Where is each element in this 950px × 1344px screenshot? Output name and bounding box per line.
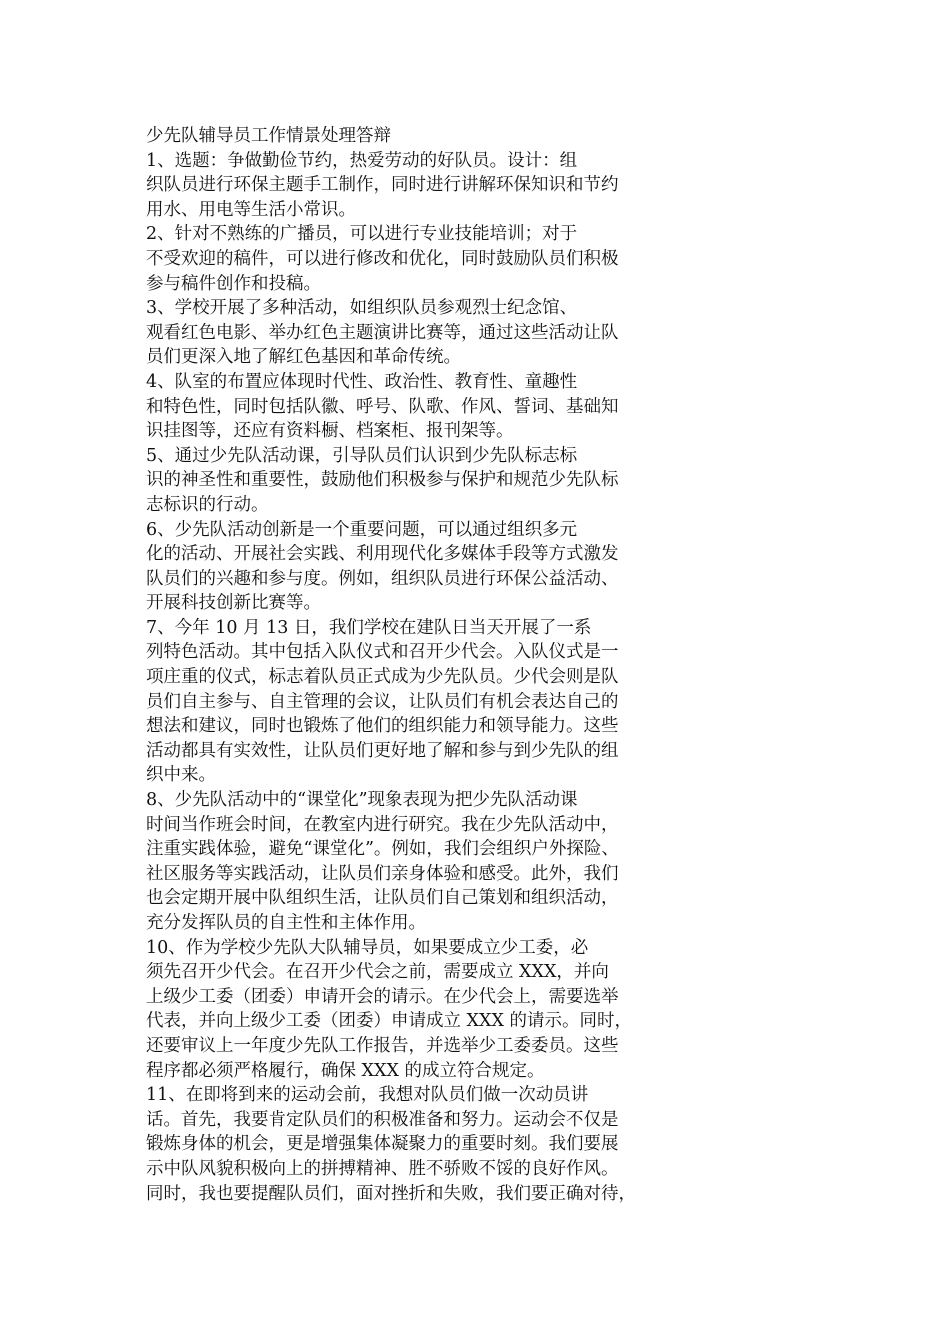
paragraph-line: 观看红色电影、举办红色主题演讲比赛等，通过这些活动让队 bbox=[146, 322, 619, 343]
paragraph-line: 识挂图等，还应有资料橱、档案柜、报刊架等。 bbox=[146, 421, 514, 442]
paragraph bbox=[146, 518, 686, 616]
document-body bbox=[146, 124, 686, 1206]
paragraph bbox=[146, 222, 686, 296]
paragraph bbox=[146, 296, 686, 370]
paragraph-line: 上级少工委（团委）申请开会的请示。在少代会上，需要选举 bbox=[146, 986, 619, 1007]
paragraph-line: 项庄重的仪式，标志着队员正式成为少先队员。少代会则是队 bbox=[146, 667, 619, 688]
paragraph-line: 4、队室的布置应体现时代性、政治性、教育性、童趣性 bbox=[146, 371, 578, 392]
paragraph-line: 注重实践体验，避免“课堂化”。例如，我们会组织户外探险、 bbox=[146, 839, 619, 860]
paragraph-line: 用水、用电等生活小常识。 bbox=[146, 199, 356, 220]
paragraph-line: 11、在即将到来的运动会前，我想对队员们做一次动员讲 bbox=[146, 1085, 589, 1106]
paragraph-line: 10、作为学校少先队大队辅导员，如果要成立少工委，必 bbox=[146, 937, 589, 958]
paragraph-line: 参与稿件创作和投稿。 bbox=[146, 273, 321, 294]
paragraph bbox=[146, 936, 686, 1084]
paragraph-line: 开展科技创新比赛等。 bbox=[146, 593, 321, 614]
paragraph bbox=[146, 444, 686, 518]
paragraph-line: 须先召开少代会。在召开少代会之前，需要成立 XXX，并向 bbox=[146, 962, 609, 983]
paragraph-line: 织队员进行环保主题手工制作，同时进行讲解环保知识和节约 bbox=[146, 175, 619, 196]
paragraph-line: 时间当作班会时间，在教室内进行研究。我在少先队活动中， bbox=[146, 814, 619, 835]
paragraph-line: 员们自主参与、自主管理的会议，让队员们有机会表达自己的 bbox=[146, 691, 619, 712]
paragraph-line: 3、学校开展了多种活动，如组织队员参观烈士纪念馆、 bbox=[146, 298, 578, 319]
paragraph-line: 列特色活动。其中包括入队仪式和召开少代会。入队仪式是一 bbox=[146, 642, 619, 663]
paragraph-line: 7、今年 10 月 13 日，我们学校在建队日当天开展了一系 bbox=[146, 617, 592, 638]
paragraph-line: 织中来。 bbox=[146, 765, 216, 786]
paragraph-line: 话。首先，我要肯定队员们的积极准备和努力。运动会不仅是 bbox=[146, 1109, 619, 1130]
paragraph-line: 员们更深入地了解红色基因和革命传统。 bbox=[146, 347, 461, 368]
paragraph-line: 5、通过少先队活动课，引导队员们认识到少先队标志标 bbox=[146, 445, 578, 466]
paragraph-line: 锻炼身体的机会，更是增强集体凝聚力的重要时刻。我们要展 bbox=[146, 1134, 619, 1155]
paragraph-line: 识的神圣性和重要性，鼓励他们积极参与保护和规范少先队标 bbox=[146, 470, 619, 491]
paragraph-line: 活动都具有实效性，让队员们更好地了解和参与到少先队的组 bbox=[146, 740, 619, 761]
paragraph bbox=[146, 370, 686, 444]
paragraph-line: 化的活动、开展社会实践、利用现代化多媒体手段等方式激发 bbox=[146, 544, 619, 565]
paragraph-line: 1、选题：争做勤俭节约，热爱劳动的好队员。设计：组 bbox=[146, 150, 578, 171]
paragraph-line: 充分发挥队员的自主性和主体作用。 bbox=[146, 913, 426, 933]
paragraph-line: 6、少先队活动创新是一个重要问题，可以通过组织多元 bbox=[146, 519, 578, 540]
paragraph-line: 也会定期开展中队组织生活，让队员们自己策划和组织活动， bbox=[146, 888, 619, 909]
paragraph-line: 2、针对不熟练的广播员，可以进行专业技能培训；对于 bbox=[146, 224, 578, 245]
paragraph-line: 志标识的行动。 bbox=[146, 494, 269, 515]
paragraph-line: 同时，我也要提醒队员们，面对挫折和失败，我们要正确对待， bbox=[146, 1183, 636, 1204]
paragraph-line: 和特色性，同时包括队徽、呼号、队歌、作风、誓词、基础知 bbox=[146, 396, 619, 417]
paragraph-line: 8、少先队活动中的“课堂化”现象表现为把少先队活动课 bbox=[146, 790, 578, 811]
paragraph-line: 代表，并向上级少工委（团委）申请成立 XXX 的请示。同时， bbox=[146, 1011, 632, 1032]
paragraph bbox=[146, 788, 686, 936]
paragraph-line: 社区服务等实践活动，让队员们亲身体验和感受。此外，我们 bbox=[146, 863, 619, 884]
paragraph-line: 还要审议上一年度少先队工作报告，并选举少工委委员。这些 bbox=[146, 1035, 619, 1056]
paragraph-line: 队员们的兴趣和参与度。例如，组织队员进行环保公益活动、 bbox=[146, 568, 619, 589]
document-title: 少先队辅导员工作情景处理答辩 bbox=[146, 126, 391, 146]
paragraph-line: 想法和建议，同时也锻炼了他们的组织能力和领导能力。这些 bbox=[146, 716, 619, 737]
paragraph-line: 程序都必须严格履行，确保 XXX 的成立符合规定。 bbox=[146, 1060, 545, 1081]
paragraph bbox=[146, 616, 686, 788]
paragraph-line: 示中队风貌积极向上的拼搏精神、胜不骄败不馁的良好作风。 bbox=[146, 1158, 619, 1179]
paragraph bbox=[146, 1083, 686, 1206]
paragraph-list bbox=[146, 149, 686, 1207]
paragraph bbox=[146, 149, 686, 223]
paragraph-line: 不受欢迎的稿件，可以进行修改和优化，同时鼓励队员们积极 bbox=[146, 248, 619, 269]
